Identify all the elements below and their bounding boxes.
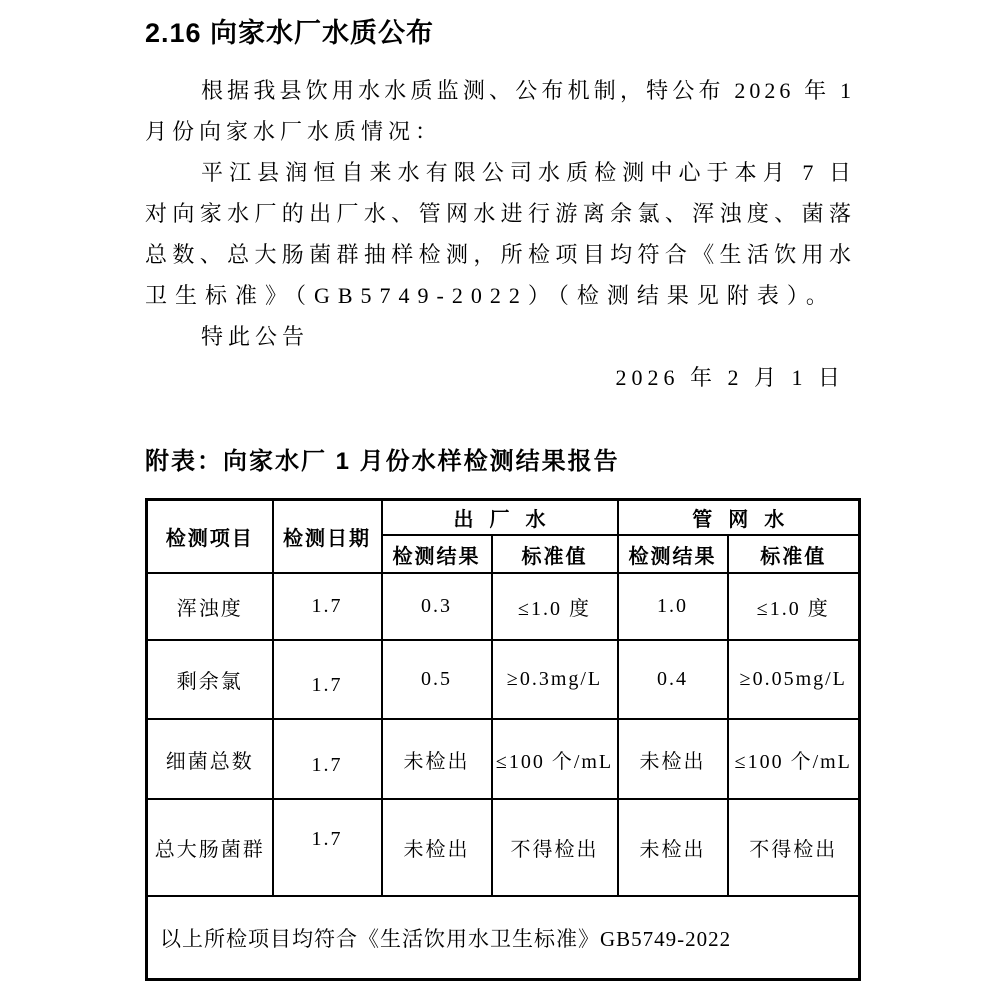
cell-pipe-result: 未检出: [618, 799, 728, 896]
paragraph-line: 对向家水厂的出厂水、管网水进行游离余氯、浑浊度、菌落: [145, 201, 855, 226]
cell-pipe-standard: ≤100 个/mL: [728, 719, 860, 799]
inspection-results-table: [145, 498, 861, 981]
section-heading: 2.16 向家水厂水质公布: [145, 18, 435, 48]
col-header-date: 检测日期: [273, 500, 382, 574]
closing-statement: 特此公告: [201, 324, 310, 349]
cell-date: 1.7: [273, 799, 382, 896]
col-header-pipe-result: 检测结果: [618, 535, 728, 573]
col-header-pipe-water: 管网水: [618, 500, 860, 536]
cell-pipe-standard: ≥0.05mg/L: [728, 640, 860, 719]
table-header-row-1: [147, 500, 860, 536]
cell-item: 剩余氯: [147, 640, 273, 719]
paragraph-line: 总数、总大肠菌群抽样检测，所检项目均符合《生活饮用水: [145, 242, 855, 267]
paragraph-line: 平江县润恒自来水有限公司水质检测中心于本月 7 日: [201, 160, 855, 185]
table-row-coliform: [147, 799, 860, 896]
cell-factory-result: 未检出: [382, 719, 492, 799]
paragraph-line: 月份向家水厂水质情况：: [145, 119, 443, 144]
paragraph-line: 根据我县饮用水水质监测、公布机制，特公布 2026 年 1: [201, 78, 855, 103]
col-header-item: 检测项目: [147, 500, 273, 574]
attachment-table-title: 附表：向家水厂 1 月份水样检测结果报告: [145, 448, 620, 475]
cell-factory-standard: ≤100 个/mL: [492, 719, 618, 799]
col-header-factory-water: 出厂水: [382, 500, 618, 536]
table-footer-row: [147, 896, 860, 980]
cell-factory-standard: 不得检出: [492, 799, 618, 896]
col-header-factory-result: 检测结果: [382, 535, 492, 573]
publish-date: 2026 年 2 月 1 日: [615, 365, 845, 390]
cell-pipe-standard: ≤1.0 度: [728, 573, 860, 640]
cell-item: 细菌总数: [147, 719, 273, 799]
cell-factory-result: 0.5: [382, 640, 492, 719]
cell-item: 总大肠菌群: [147, 799, 273, 896]
cell-factory-result: 0.3: [382, 573, 492, 640]
paragraph-intro: [145, 70, 855, 152]
cell-factory-standard: ≤1.0 度: [492, 573, 618, 640]
announcement-body: [145, 70, 855, 398]
col-header-factory-standard: 标准值: [492, 535, 618, 573]
cell-date: 1.7: [273, 573, 382, 640]
cell-date: 1.7: [273, 719, 382, 799]
table-row-turbidity: [147, 573, 860, 640]
cell-pipe-result: 未检出: [618, 719, 728, 799]
cell-pipe-standard: 不得检出: [728, 799, 860, 896]
cell-date: 1.7: [273, 640, 382, 719]
cell-item: 浑浊度: [147, 573, 273, 640]
table-row-bacteria-count: [147, 719, 860, 799]
cell-factory-result: 未检出: [382, 799, 492, 896]
table-row-residual-chlorine: [147, 640, 860, 719]
cell-factory-standard: ≥0.3mg/L: [492, 640, 618, 719]
footer-note: 以上所检项目均符合《生活饮用水卫生标准》GB5749-2022: [147, 896, 860, 980]
col-header-pipe-standard: 标准值: [728, 535, 860, 573]
cell-pipe-result: 1.0: [618, 573, 728, 640]
paragraph-line: 卫生标准》（GB5749-2022）（检测结果见附表）。: [145, 283, 836, 308]
paragraph-detail: [145, 152, 855, 316]
cell-pipe-result: 0.4: [618, 640, 728, 719]
